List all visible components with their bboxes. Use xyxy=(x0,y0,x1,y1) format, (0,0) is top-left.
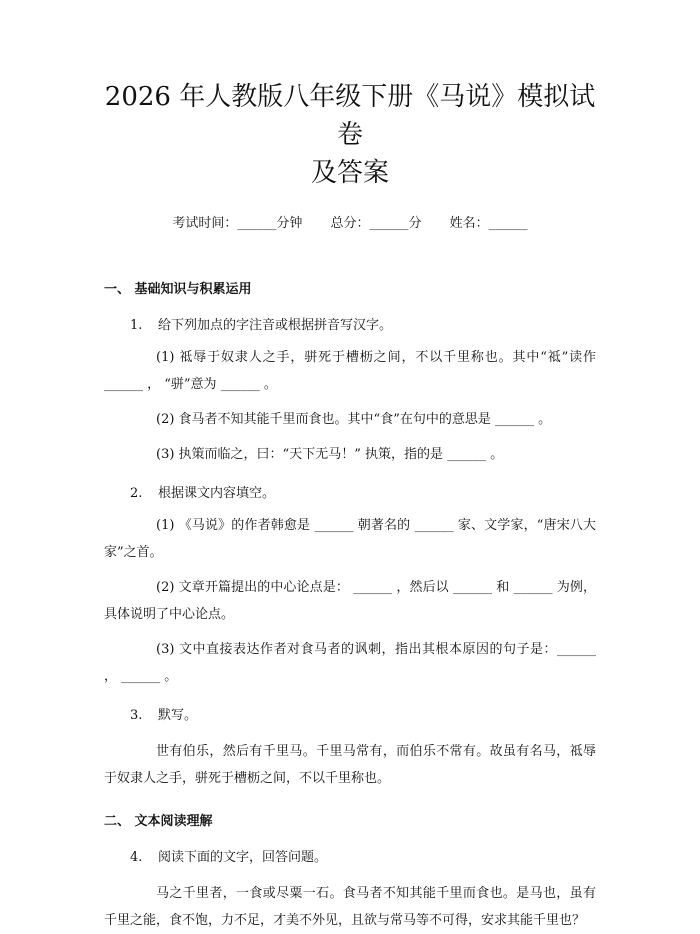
question-text: 阅读下面的文字，回答问题。 xyxy=(158,850,328,865)
question-3 xyxy=(104,706,596,726)
question-1-sub-1: (1) 祗辱于奴隶人之手，骈死于槽枥之间，不以千里称也。其中“祗”读作 ______ ， “骈”意为 ______ 。 xyxy=(104,350,596,392)
exam-time: 考试时间：______分钟 xyxy=(172,216,303,231)
question-1 xyxy=(104,316,596,336)
title-line-2: 及答案 xyxy=(310,158,389,188)
title-line-1: 2026 年人教版八年级下册《马说》模拟试卷 xyxy=(104,82,596,150)
exam-name: 姓名：______ xyxy=(449,216,528,231)
question-1-sub-3: (3) 执策而临之，曰：“天下无马！” 执策，指的是 ______ 。 xyxy=(156,447,504,462)
question-2 xyxy=(104,484,596,504)
question-number: 2. xyxy=(130,486,143,501)
question-text: 根据课文内容填空。 xyxy=(158,486,276,501)
question-4-passage: 马之千里者，一食或尽粟一石。食马者不知其能千里而食也。是马也，虽有千里之能，食不饱，力不足，才美不外见，且欲与常马等不可得，安求其能千里也？ xyxy=(104,886,596,928)
question-2-sub-1: (1) 《马说》的作者韩愈是 ______ 朝著名的 ______ 家、文学家，“唐宋八大家”之首。 xyxy=(104,518,596,560)
exam-meta xyxy=(104,214,596,234)
question-text: 默写。 xyxy=(158,708,198,723)
question-2-sub-3: (3) 文中直接表达作者对食马者的讽刺，指出其根本原因的句子是：______ ， ______ 。 xyxy=(104,642,596,684)
section-heading-2: 二、 文本阅读理解 xyxy=(104,814,213,829)
exam-score: 总分：______分 xyxy=(330,216,422,231)
question-text: 给下列加点的字注音或根据拼音写汉字。 xyxy=(158,318,393,333)
section-heading-1: 一、 基础知识与积累运用 xyxy=(104,282,252,297)
question-number: 3. xyxy=(130,708,143,723)
question-number: 4. xyxy=(130,850,143,865)
exam-title xyxy=(104,78,596,192)
question-4 xyxy=(104,848,596,868)
question-2-sub-2: (2) 文章开篇提出的中心论点是： ______ ，然后以 ______ 和 ______ 为例，具体说明了中心论点。 xyxy=(104,580,596,622)
question-number: 1. xyxy=(130,318,143,333)
question-3-passage: 世有伯乐，然后有千里马。千里马常有，而伯乐不常有。故虽有名马，祗辱于奴隶人之手，骈死于槽枥之间，不以千里称也。 xyxy=(104,744,596,786)
question-1-sub-2: (2) 食马者不知其能千里而食也。其中“食”在句中的意思是 ______ 。 xyxy=(156,412,552,427)
